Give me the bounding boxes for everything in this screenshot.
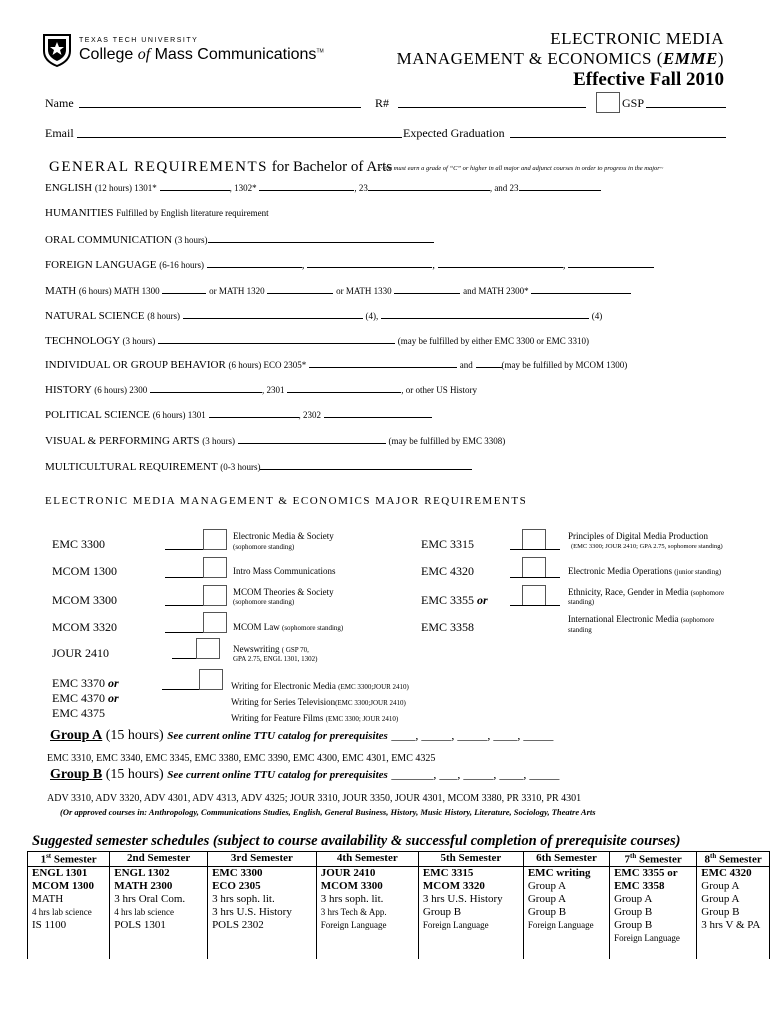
semester-courses-3 <box>208 867 317 960</box>
semester-courses-6 <box>523 867 609 960</box>
semester-course: MCOM 3320 <box>422 880 485 892</box>
left-course-checkbox-4[interactable] <box>203 612 227 633</box>
right-course-title-1: Principles of Digital Media Production <box>568 531 708 541</box>
semester-course: Group B <box>614 919 653 931</box>
right-course-title-3: Ethnicity, Race, Gender in Media (sophomore <box>568 587 725 597</box>
semester-course: EMC 4320 <box>701 867 752 879</box>
name-label: Name <box>45 96 74 110</box>
name-field[interactable] <box>79 107 361 108</box>
semester-course: 3 hrs soph. lit. <box>212 893 275 905</box>
math-row: MATH (6 hours) MATH 1300 or MATH 1320 or MATH 1330 and MATH 2300* <box>45 283 631 297</box>
history-row: HISTORY (6 hours) 2300 , 2301 , or other US History <box>45 384 477 396</box>
humanities-row: HUMANITIES Fulfilled by English literature requirement <box>45 207 269 219</box>
schedule-table <box>27 851 770 959</box>
left-course-title-4: MCOM Law (sophomore standing) <box>233 622 344 632</box>
political-row: POLITICAL SCIENCE (6 hours) 1301 , 2302 <box>45 407 432 421</box>
semester-course: 4 hrs lab science <box>114 907 174 917</box>
semester-header-7: 7th Semester <box>610 852 697 867</box>
email-field[interactable] <box>77 137 402 138</box>
rnum-field[interactable] <box>398 107 586 108</box>
gen-req-heading: GENERAL REQUIREMENTS for Bachelor of Arts <box>49 159 393 175</box>
left-course-code-3: MCOM 3300 <box>52 593 118 607</box>
group-a-courses: EMC 3310, EMC 3340, EMC 3345, EMC 3380, EMC 3390, EMC 4300, EMC 4301, EMC 4325 <box>47 753 436 764</box>
right-course-code-3: EMC 3355 or <box>421 593 488 607</box>
writing-course-titles: Writing for Electronic Media (EMC 3300;JOUR 2410) Writing for Series Television(EMC 3300;JOUR 2410) Writing for Feature Films (EMC 3300; JOUR 2410) <box>231 681 409 723</box>
semester-course: Group A <box>701 893 740 905</box>
semester-header-6: 6th Semester <box>523 852 609 867</box>
group-a-heading: Group A (15 hours) See current online TTU catalog for prerequisites ____, _____, _____, ____, _____ <box>50 728 554 743</box>
semester-courses-5 <box>418 867 523 960</box>
semester-course: MCOM 3300 <box>320 880 383 892</box>
right-course-title-2: Electronic Media Operations (junior standing) <box>568 566 722 576</box>
semester-course: 3 hrs Oral Com. <box>114 893 186 905</box>
left-course-code-4: MCOM 3320 <box>52 620 118 634</box>
university-seal-icon <box>42 33 72 67</box>
semester-course: 3 hrs soph. lit. <box>320 893 384 905</box>
semester-course: ENGL 1302 <box>114 867 170 879</box>
left-course-title-1: Electronic Media & Society <box>233 531 334 541</box>
semester-course: EMC 3358 <box>614 880 665 892</box>
gsp-label: GSP <box>622 96 645 110</box>
schedule-heading: Suggested semester schedules (subject to course availability & successful completion of prerequisite courses) <box>32 833 681 849</box>
semester-course: 3 hrs V & PA <box>701 919 761 931</box>
semester-course: ECO 2305 <box>212 880 261 892</box>
foreign-row: FOREIGN LANGUAGE (6-16 hours) , , , <box>45 257 654 271</box>
rnum-label: R# <box>375 96 390 110</box>
semester-header-4: 4th Semester <box>316 852 418 867</box>
semester-course: POLS 2302 <box>212 919 264 931</box>
left-course-title-3: MCOM Theories & Society <box>233 587 334 597</box>
semester-header-8: 8th Semester <box>697 852 770 867</box>
multicultural-row: MULTICULTURAL REQUIREMENT (0-3 hours) <box>45 459 472 473</box>
english-row: ENGLISH (12 hours) 1301* , 1302* , 23 , and 23 <box>45 180 601 194</box>
individual-row: INDIVIDUAL OR GROUP BEHAVIOR (6 hours) ECO 2305* and (may be fulfilled by MCOM 1300) <box>45 359 628 371</box>
email-label: Email <box>45 126 74 140</box>
left-course-checkbox-2[interactable] <box>203 557 227 578</box>
semester-course: Group A <box>527 880 567 892</box>
semester-courses-1 <box>28 867 110 960</box>
semester-course: EMC 3355 or <box>614 867 678 879</box>
semester-course: Group B <box>422 906 462 918</box>
right-course-checkbox-1[interactable] <box>522 529 546 550</box>
semester-course: EMC 3300 <box>212 867 263 879</box>
right-course-checkbox-2[interactable] <box>522 557 546 578</box>
semester-header-1: 1st Semester <box>28 852 110 867</box>
left-course-checkbox-3[interactable] <box>203 585 227 606</box>
left-course-title-2: Intro Mass Communications <box>233 566 336 576</box>
semester-course: 3 hrs U.S. History <box>212 906 292 918</box>
semester-courses-4 <box>316 867 418 960</box>
semester-course: Group B <box>527 906 567 918</box>
left-course-code-2: MCOM 1300 <box>52 564 118 578</box>
semester-course: EMC writing <box>527 867 591 879</box>
gsp-field[interactable] <box>646 107 726 108</box>
semester-course: ENGL 1301 <box>32 867 88 879</box>
title-line1: ELECTRONIC MEDIA <box>550 29 724 48</box>
semester-courses-7 <box>610 867 697 960</box>
semester-courses-2 <box>110 867 208 960</box>
semester-course: MATH <box>32 893 64 905</box>
gsp-checkbox[interactable] <box>596 92 620 113</box>
right-course-title-4: International Electronic Media (sophomore <box>568 614 715 624</box>
oral-row: ORAL COMMUNICATION (3 hours) <box>45 232 434 246</box>
semester-course: JOUR 2410 <box>320 867 376 879</box>
right-course-checkbox-3[interactable] <box>522 585 546 606</box>
grad-label: Expected Graduation <box>403 126 505 140</box>
science-row: NATURAL SCIENCE (8 hours) (4), (4) <box>45 310 603 322</box>
semester-course: Foreign Language <box>320 920 387 930</box>
visual-row: VISUAL & PERFORMING ARTS (3 hours) (may be fulfilled by EMC 3308) <box>45 435 506 447</box>
semester-course: POLS 1301 <box>114 919 166 931</box>
group-b-heading: Group B (15 hours) See current online TTU catalog for prerequisites _______, ___, _____, ____, _____ <box>50 767 560 782</box>
title-line3: Effective Fall 2010 <box>573 69 724 90</box>
semester-header-2: 2nd Semester <box>110 852 208 867</box>
semester-courses-8 <box>697 867 770 960</box>
writing-checkbox[interactable] <box>199 669 223 690</box>
semester-header-5: 5th Semester <box>418 852 523 867</box>
semester-course: 4 hrs lab science <box>32 907 92 917</box>
semester-course: Foreign Language <box>614 933 680 943</box>
left-course-checkbox-5[interactable] <box>196 638 220 659</box>
title-line2: MANAGEMENT & ECONOMICS (EMME) <box>396 49 724 68</box>
logo-university: TEXAS TECH UNIVERSITY <box>79 37 199 44</box>
semester-course: Group A <box>614 893 653 905</box>
semester-course: Foreign Language <box>422 920 489 930</box>
right-course-code-4: EMC 3358 <box>421 620 475 634</box>
left-course-title-5: Newswriting ( GSP 70, <box>233 644 309 654</box>
left-course-code-1: EMC 3300 <box>52 537 106 551</box>
semester-header-3: 3rd Semester <box>208 852 317 867</box>
writing-course-codes: EMC 3370 or EMC 4370 or EMC 4375 <box>52 676 119 720</box>
semester-course: EMC 3315 <box>422 867 474 879</box>
semester-course: 3 hrs U.S. History <box>422 893 503 905</box>
semester-course: Group A <box>527 893 567 905</box>
semester-course: Group B <box>701 906 740 918</box>
major-heading: ELECTRONIC MEDIA MANAGEMENT & ECONOMICS MAJOR REQUIREMENTS <box>45 495 528 507</box>
group-b-approved: (Or approved courses in: Anthropology, Communications Studies, English, General Business, History, Music History, Literature, Sociology, Theatre Arts <box>60 807 596 817</box>
semester-course: Foreign Language <box>527 920 594 930</box>
semester-course: MATH 2300 <box>114 880 173 892</box>
left-course-checkbox-1[interactable] <box>203 529 227 550</box>
semester-course: 3 hrs Tech & App. <box>320 907 387 917</box>
left-course-code-5: JOUR 2410 <box>52 646 110 660</box>
logo-college: College of Mass Communications™ <box>79 46 324 63</box>
semester-course: MCOM 1300 <box>32 880 95 892</box>
semester-course: Group B <box>614 906 653 918</box>
group-b-courses: ADV 3310, ADV 3320, ADV 4301, ADV 4313, ADV 4325; JOUR 3310, JOUR 3350, JOUR 4301, MCOM 3380, PR 3310, PR 4301 <box>47 793 582 804</box>
semester-course: IS 1100 <box>32 919 67 931</box>
grade-note: ~You must earn a grade of “C” or higher in all major and adjunct courses in order to progress in the major~ <box>379 165 664 172</box>
semester-course: Group A <box>701 880 740 892</box>
technology-row: TECHNOLOGY (3 hours) (may be fulfilled by either EMC 3300 or EMC 3310) <box>45 335 589 347</box>
right-course-code-2: EMC 4320 <box>421 564 475 578</box>
right-course-code-1: EMC 3315 <box>421 537 475 551</box>
grad-field[interactable] <box>510 137 726 138</box>
